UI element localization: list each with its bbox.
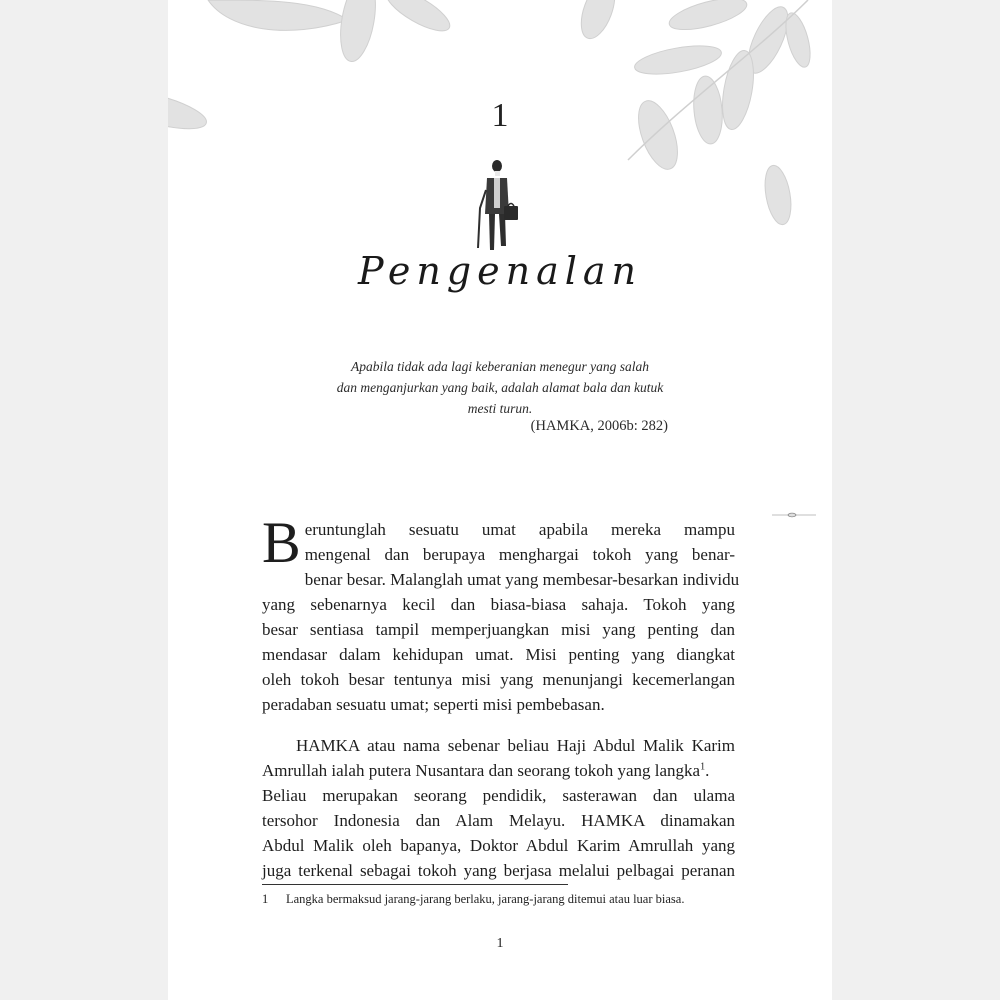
chapter-number: 1: [491, 97, 509, 134]
text-line-end: .: [705, 761, 710, 780]
epigraph: [318, 356, 682, 419]
text-line: benar besar. Malanglah umat yang membesar-besarkan individu: [304, 570, 740, 589]
paragraph-2: [262, 733, 735, 883]
page-number: 1: [496, 936, 504, 951]
text-line: eruntunglah sesuatu umat apabila mereka mampu: [304, 520, 735, 539]
text-line: [262, 758, 735, 783]
footnote: [262, 890, 742, 908]
text-line: yang sebenarnya kecil dan biasa-biasa sahaja. Tokoh yang: [262, 595, 735, 614]
text-line: besar sentiasa tampil memperjuangkan misi yang penting dan: [262, 620, 735, 639]
epigraph-line: dan menganjurkan yang baik, adalah alamat bala dan kutuk: [336, 380, 664, 395]
chapter-title: Pengenalan: [357, 249, 643, 293]
footnote-divider: [262, 884, 568, 885]
text-line: Abdul Malik oleh bapanya, Doktor Abdul Karim Amrullah yang: [262, 836, 735, 855]
text-line: Beliau merupakan seorang pendidik, sasterawan dan ulama: [262, 786, 735, 805]
epigraph-line: mesti turun.: [467, 401, 533, 416]
book-page: [168, 0, 832, 1000]
epigraph-line: Apabila tidak ada lagi keberanian menegur yang salah: [350, 359, 650, 374]
text-line: [262, 733, 735, 758]
text-line: tersohor Indonesia dan Alam Melayu. HAMKA dinamakan: [262, 811, 735, 830]
footnote-number: 1: [262, 892, 269, 906]
text-line: mendasar dalam kehidupan umat. Misi penting yang diangkat: [262, 645, 735, 664]
text-line: juga terkenal sebagai tokoh yang berjasa melalui pelbagai peranan: [262, 861, 735, 880]
side-mark: [772, 512, 816, 518]
walking-man-illustration: [472, 158, 524, 254]
footnote-text: Langka bermaksud jarang-jarang berlaku, jarang-jarang ditemui atau luar biasa.: [286, 892, 685, 906]
text-line-content: Amrullah ialah putera Nusantara dan seorang tokoh yang langka: [262, 761, 701, 780]
text-line: oleh tokoh besar tentunya misi yang menunjangi kecemerlangan: [262, 670, 735, 689]
paragraph-1: [262, 510, 740, 717]
footnote-reference[interactable]: 1: [700, 761, 706, 773]
dropcap: B: [262, 510, 301, 575]
text-line: peradaban sesuatu umat; seperti misi pembebasan.: [262, 695, 605, 714]
text-line: mengenal dan berupaya menghargai tokoh yang benar-: [304, 545, 735, 564]
text-line-content: HAMKA atau nama sebenar beliau Haji Abdul Malik Karim: [296, 736, 735, 755]
epigraph-citation: (HAMKA, 2006b: 282): [530, 418, 668, 434]
